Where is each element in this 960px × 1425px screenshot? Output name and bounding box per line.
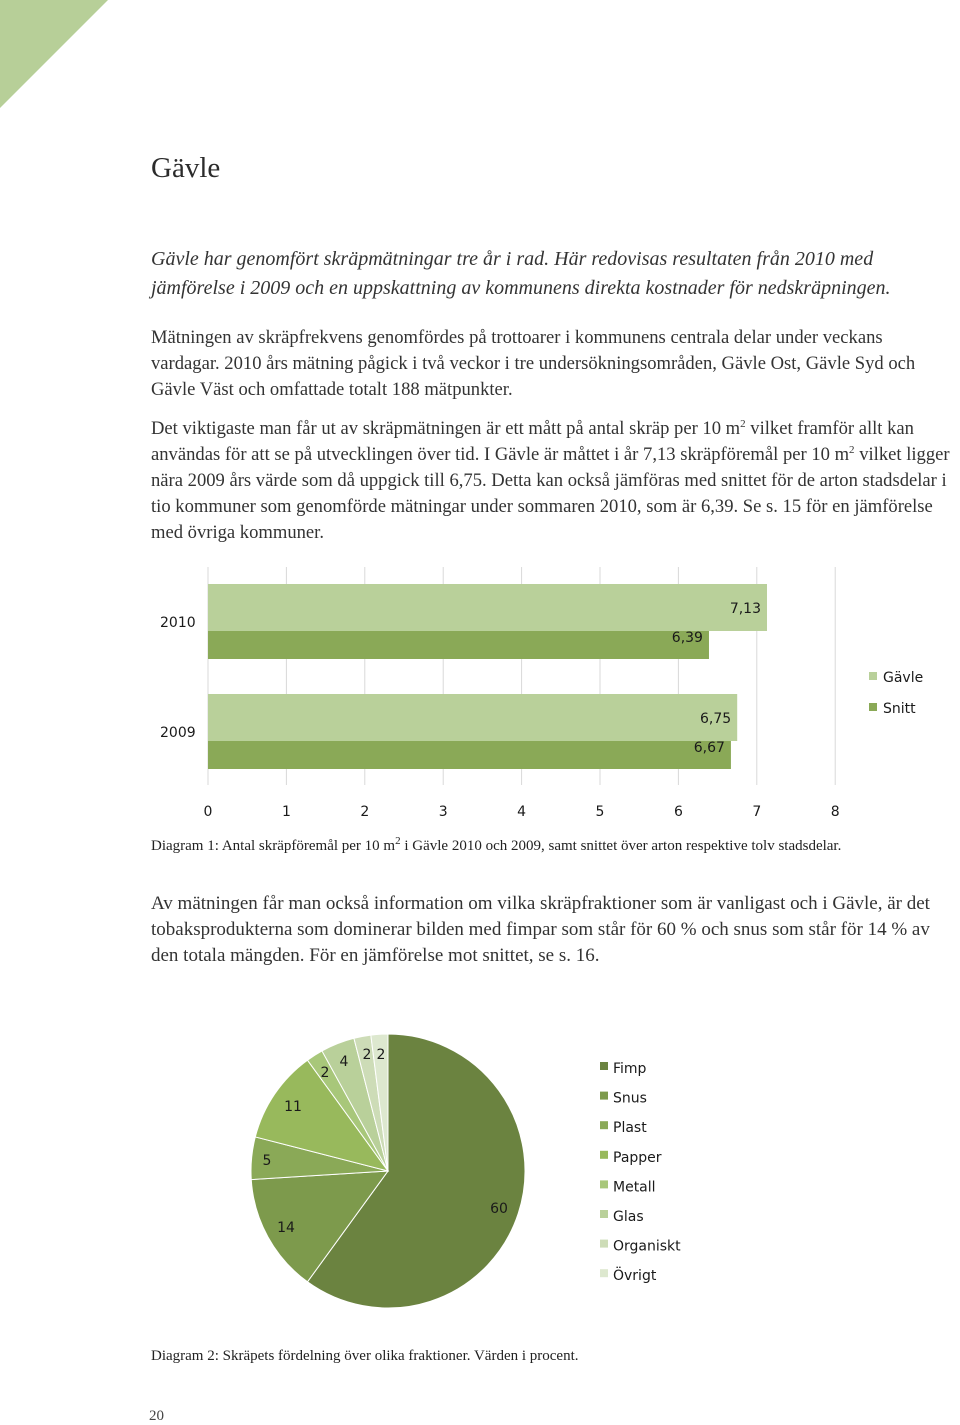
legend-label-Organiskt: Organiskt — [613, 1238, 681, 1255]
legend-label-Metall: Metall — [613, 1179, 656, 1196]
pie-label-Organiskt: 2 — [362, 1047, 372, 1063]
legend-label-Papper: Papper — [613, 1149, 662, 1166]
legend-swatch-Övrigt — [600, 1269, 608, 1277]
pie-label-Snus: 14 — [277, 1220, 295, 1236]
caption-1-part-a: Diagram 1: Antal skräpföremål per 10 m — [151, 838, 396, 854]
paragraph-results-part-a: Det viktigaste man får ut av skräpmätningen är ett mått på antal skräp per 10 m — [151, 418, 741, 439]
legend-label-Snitt: Snitt — [883, 701, 916, 717]
tick-label-7: 7 — [752, 804, 762, 820]
data-label-snitt-2010: 6,39 — [671, 630, 703, 646]
legend-label-Snus: Snus — [613, 1090, 647, 1107]
superscript-2: 2 — [849, 443, 855, 456]
paragraph-results-part-c: vilket ligger nära 2009 års värde som då uppgick till 6,75. Detta kan också jämföras med snittet för de arton stadsdelar i tio kommuner som genomförde mätningar under sommaren 2010, som är 6,39. Se s. 15 för en jämförelse med övriga kommuner. — [151, 444, 950, 543]
data-label-gavle-2009: 6,75 — [700, 711, 732, 727]
data-label-gavle-2010: 7,13 — [729, 601, 761, 617]
category-label-2009: 2009 — [160, 725, 196, 741]
superscript-2: 2 — [395, 835, 401, 847]
pie-label-Papper: 11 — [284, 1099, 302, 1115]
legend-label-Plast: Plast — [613, 1120, 647, 1137]
legend-label-Glas: Glas — [613, 1209, 644, 1225]
legend-swatch-Fimp — [600, 1062, 608, 1070]
tick-label-6: 6 — [673, 804, 683, 820]
legend-swatch-Snus — [600, 1092, 608, 1100]
tick-label-3: 3 — [438, 804, 448, 820]
pie-label-Glas: 4 — [339, 1054, 349, 1070]
legend-swatch-Papper — [600, 1151, 608, 1159]
legend-swatch-Organiskt — [600, 1240, 608, 1248]
tick-label-1: 1 — [281, 804, 291, 820]
legend-label-Fimp: Fimp — [613, 1061, 647, 1077]
page-title: Gävle — [151, 152, 221, 184]
page-number: 20 — [149, 1408, 164, 1424]
superscript-2: 2 — [740, 417, 746, 430]
tick-label-8: 8 — [830, 804, 840, 820]
legend-swatch-Glas — [600, 1210, 608, 1218]
tick-label-5: 5 — [595, 804, 605, 820]
intro-paragraph: Gävle har genomfört skräpmätningar tre år i rad. Här redovisas resultaten från 2010 med jämförelse i 2009 och en uppskattning av kommunens direkta kostnader för nedskräpningen. — [151, 248, 891, 299]
caption-1-part-b: i Gävle 2010 och 2009, samt snittet över arton respektive tolv stadsdelar. — [400, 838, 842, 854]
category-label-2010: 2010 — [160, 615, 196, 631]
paragraph-results-part-b: vilket framför allt kan användas för att se på utvecklingen över tid. I Gävle är måttet i år 7,13 skräpföremål per 10 m — [151, 418, 914, 465]
legend-label-Gävle: Gävle — [883, 670, 924, 686]
paragraph-fractions: Av mätningen får man också information om vilka skräpfraktioner som är vanligast och i Gävle, är det tobaksprodukterna som dominerar bilden med fimpar som står för 60 % och snus som står för 14 % av den totala mängden. För en jämförelse mot snittet, se s. 16. — [151, 893, 930, 966]
tick-label-2: 2 — [360, 804, 370, 820]
pie-chart-slices — [251, 1034, 525, 1308]
data-label-snitt-2009: 6,67 — [693, 740, 725, 756]
pie-label-Övrigt: 2 — [376, 1047, 386, 1063]
paragraph-measurement: Mätningen av skräpfrekvens genomfördes på trottoarer i kommunens centrala delar under veckans vardagar. 2010 års mätning pågick i två veckor i tre undersökningsområden, Gävle Ost, Gävle Syd och Gävle Väst och omfattade totalt 188 mätpunkter. — [151, 327, 916, 400]
tick-label-4: 4 — [517, 804, 527, 820]
legend-swatch-Plast — [600, 1121, 608, 1129]
legend-label-Övrigt: Övrigt — [613, 1268, 657, 1285]
pie-label-Fimp: 60 — [490, 1201, 508, 1217]
diagram-2-caption: Diagram 2: Skräpets fördelning över olika fraktioner. Värden i procent. — [151, 1348, 579, 1364]
pie-chart-legend — [600, 1061, 681, 1284]
pie-label-Plast: 5 — [262, 1153, 272, 1169]
tick-label-0: 0 — [203, 804, 213, 820]
pie-label-Metall: 2 — [320, 1065, 330, 1081]
legend-swatch-Metall — [600, 1180, 608, 1188]
